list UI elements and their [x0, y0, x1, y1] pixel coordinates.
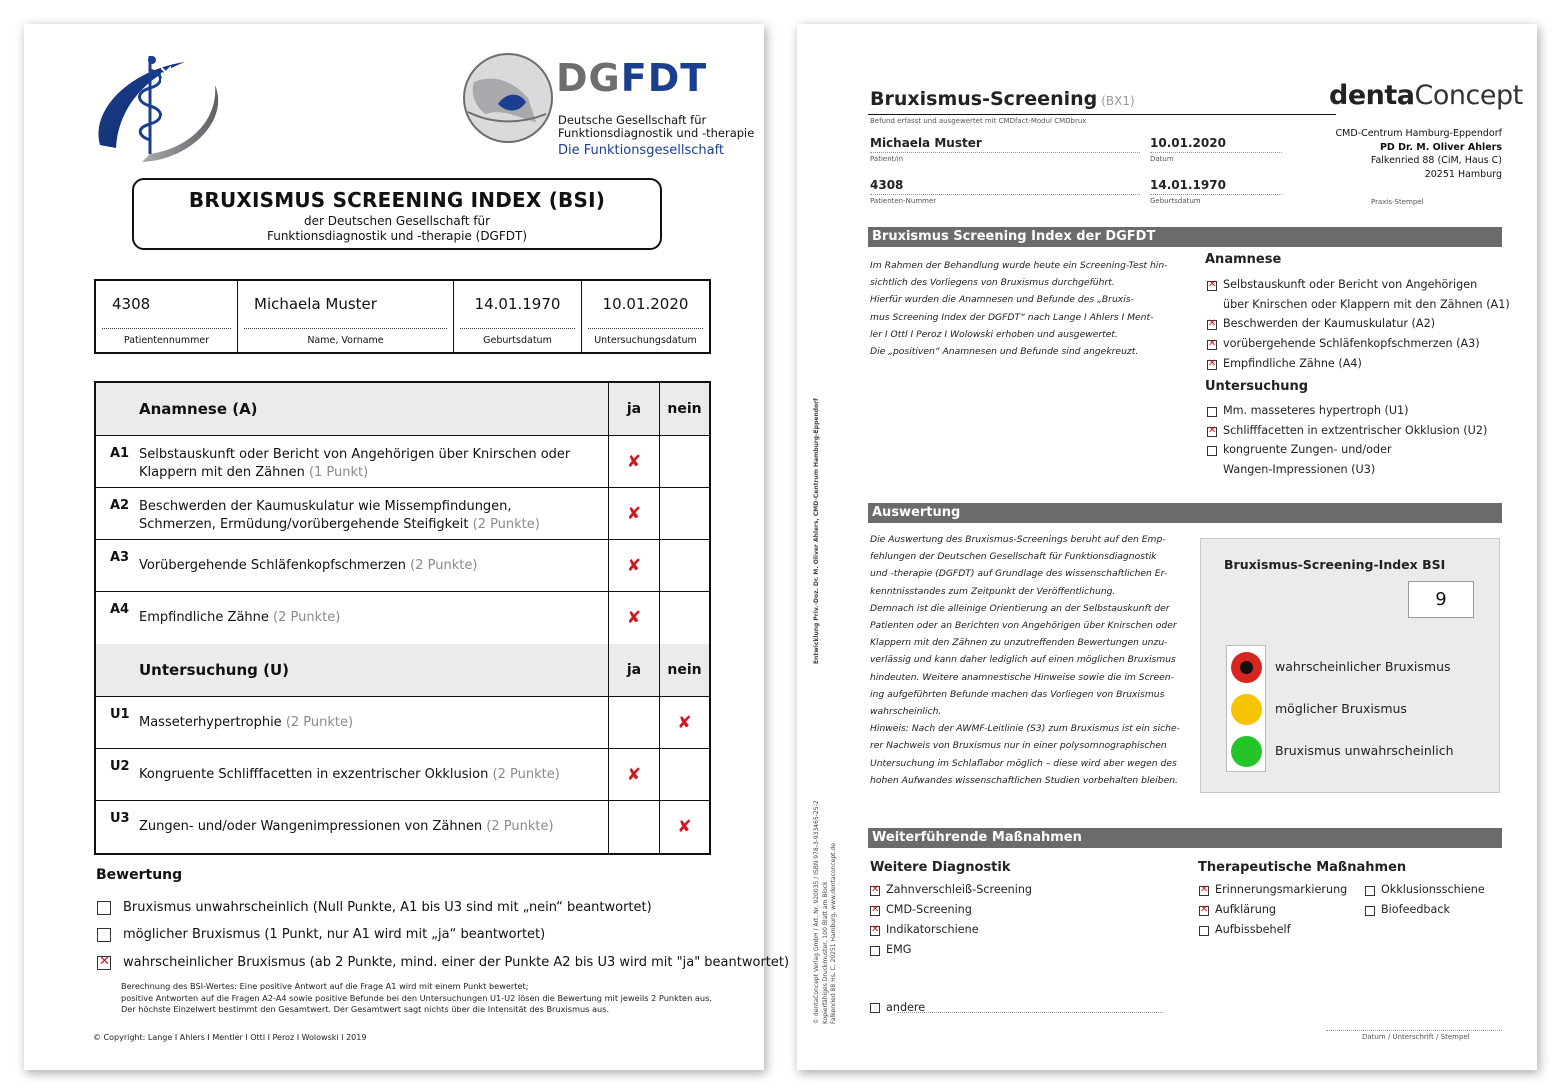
table-row	[96, 436, 709, 488]
patient-name-value: Michaela Muster	[254, 295, 377, 313]
diagnostik-label-line1: EMG	[886, 943, 912, 956]
cross-mark-icon: ✘	[626, 503, 642, 524]
bewertung-option-label: wahrscheinlicher Bruxismus (ab 2 Punkte, mind. einer der Punkte A2 bis U3 wird mit "ja" beantwortet)	[123, 955, 790, 970]
dgfdt-subtitle	[558, 114, 754, 140]
diagnostik-item[interactable]	[870, 924, 979, 940]
paragraph-line: Klappern mit den Zähnen zu unzutreffenden Bewertungen unzu-	[870, 637, 1168, 649]
exam-date-label: Untersuchungsdatum	[594, 335, 697, 346]
diagnostik-label	[886, 920, 979, 940]
table-row	[96, 540, 709, 592]
question-points: (1 Punkt)	[308, 465, 369, 480]
therapie-subtitle: Therapeutische Maßnahmen	[1198, 860, 1407, 875]
answer-ja-cell[interactable]	[609, 801, 660, 853]
question-line2: Schmerzen, Ermüdung/vorübergehende Steifigkeit	[139, 517, 469, 532]
bewertung-checkbox[interactable]	[97, 901, 111, 915]
signature-line[interactable]	[1326, 1030, 1502, 1031]
cross-mark-icon: ✘	[626, 555, 642, 576]
patient-name-label: Name, Vorname	[307, 335, 384, 346]
cross-mark-icon: ✘	[677, 712, 692, 733]
label-unwahrscheinlich: Bruxismus unwahrscheinlich	[1275, 743, 1454, 758]
dgfdt-wordmark-dg: DG	[556, 56, 621, 100]
anamnese-checkbox[interactable]	[1207, 360, 1217, 370]
question-cell	[96, 436, 609, 487]
question-text	[139, 446, 598, 482]
traffic-light-green	[1231, 736, 1262, 767]
clinic-line3: Falkenried 88 (CiM, Haus C)	[1370, 155, 1502, 166]
anamnese-item[interactable]	[1207, 318, 1435, 334]
table-row	[96, 801, 709, 853]
birthdate-field[interactable]	[1150, 178, 1282, 205]
diagnostik-checkbox[interactable]	[870, 886, 880, 896]
birthdate-field-value: 14.01.1970	[1150, 178, 1226, 192]
divider	[460, 328, 575, 329]
untersuchung-header: Untersuchung (U)	[96, 644, 609, 696]
patient-number-label: Patientennummer	[123, 335, 210, 346]
untersuchung-label-line1: Schlifffacetten in extzentrischer Okklusion (U2)	[1223, 423, 1488, 437]
untersuchung-label-line1: kongruente Zungen- und/oder	[1223, 443, 1392, 457]
question-code: A3	[110, 550, 130, 565]
untersuchung-label-line1: Mm. masseteres hypertroph (U1)	[1223, 404, 1409, 417]
report-title	[870, 88, 1135, 110]
question-points: (2 Punkte)	[273, 610, 341, 625]
bewertung-option-probable[interactable]	[97, 955, 789, 970]
table-row	[96, 697, 709, 749]
therapie-checkbox[interactable]	[1199, 906, 1209, 916]
dgfdt-tagline: Die Funktionsgesellschaft	[558, 143, 725, 158]
paragraph-line: Hierfür wurden die Anamnesen und Befunde des „Bruxis-	[870, 294, 1134, 306]
diagnostik-label-line1: CMD-Screening	[886, 903, 972, 916]
question-code: A1	[110, 446, 130, 461]
traffic-light-icon	[1226, 645, 1266, 772]
cross-mark-icon: ✘	[626, 608, 642, 628]
paragraph-line: und -therapie (DGFDT) auf Grundlage des wissenschaftlichen Er-	[870, 568, 1168, 580]
question-cell	[96, 488, 609, 539]
patient-number-cell	[96, 281, 238, 352]
dentaconcept-logo	[1329, 80, 1523, 111]
bewertung-option-label: möglicher Bruxismus (1 Punkt, nur A1 wird mit „ja“ beantwortet)	[123, 927, 546, 942]
patient-field-label: Patient/in	[870, 155, 904, 163]
table-row	[96, 592, 709, 644]
exam-date-cell	[582, 281, 709, 352]
question-text	[139, 766, 598, 784]
untersuchung-label	[1223, 421, 1487, 441]
paragraph-line: ler I Ottl I Peroz I Wolowski erhoben und ausgewertet.	[870, 328, 1118, 340]
answer-ja-cell[interactable]	[609, 749, 660, 800]
auswertung-paragraph	[870, 531, 1190, 789]
label-moeglich: möglicher Bruxismus	[1275, 701, 1407, 716]
untersuchung-item[interactable]	[1207, 425, 1487, 441]
diagnostik-label	[886, 900, 972, 920]
traffic-light-yellow	[1231, 694, 1262, 725]
patient-field[interactable]	[870, 136, 1140, 163]
table-row	[96, 749, 709, 801]
question-text	[139, 609, 598, 627]
therapie-label-line1: Aufbissbehelf	[1215, 923, 1291, 936]
brand-denta: denta	[1329, 80, 1415, 111]
date-field[interactable]	[1150, 136, 1282, 163]
untersuchung-checkbox[interactable]	[1207, 446, 1217, 456]
anamnese-header: Anamnese (A)	[96, 383, 609, 435]
question-line1: Selbstauskunft oder Bericht von Angehörigen über Knirschen oder	[139, 447, 571, 462]
clinic-address	[1302, 127, 1502, 181]
andere-input-line[interactable]	[897, 1012, 1163, 1013]
paragraph-line: kenntnisstandes zum Zeitpunkt der Veröffentlichung.	[870, 585, 1116, 597]
question-points: (2 Punkte)	[285, 715, 354, 730]
question-code: A4	[110, 602, 130, 617]
answer-nein-cell[interactable]	[660, 749, 709, 800]
therapie-label-line1: Okklusionsschiene	[1381, 883, 1485, 896]
paragraph-line: Hinweis: Nach der AWMF-Leitlinie (S3) zum Bruxismus ist ein siche-	[870, 723, 1180, 735]
report-caption: Befund erfasst und ausgewertet mit CMDfact-Modul CMDbrux	[870, 117, 1087, 125]
birthdate-cell	[454, 281, 582, 352]
question-line1: Kongruente Schlifffacetten in exzentrischer Okklusion	[139, 767, 489, 782]
divider	[1150, 194, 1282, 195]
paragraph-line: sichtlich des Vorliegens von Bruxismus durchgeführt.	[870, 277, 1115, 289]
anamnese-label	[1223, 354, 1362, 374]
stamp-label: Praxis-Stempel	[1371, 198, 1424, 206]
bewertung-option-possible[interactable]	[97, 927, 545, 942]
answer-nein-cell[interactable]	[660, 436, 709, 487]
section-massnahmen-header: Weiterführende Maßnahmen	[868, 828, 1502, 848]
untersuchung-item[interactable]	[1207, 405, 1409, 421]
bsi-form-sheet	[24, 24, 790, 1070]
untersuchung-label	[1223, 440, 1392, 480]
bsi-title: Bruxismus-Screening-Index BSI	[1224, 557, 1446, 572]
clinic-line1: CMD-Centrum Hamburg-Eppendorf	[1335, 128, 1502, 139]
birthdate-label: Geburtsdatum	[483, 335, 552, 346]
therapie-item[interactable]	[1199, 904, 1276, 920]
form-title-box	[132, 178, 662, 250]
paragraph-line: wahrscheinlich.	[870, 706, 942, 718]
paragraph-line: Untersuchung im Schlaflabor möglich – diese wird aber wegen des	[870, 757, 1177, 769]
title-divider	[868, 114, 1336, 115]
untersuchung-label-line2: Wangen-Impressionen (U3)	[1223, 463, 1376, 477]
answer-nein-cell[interactable]	[660, 697, 709, 748]
question-cell	[96, 801, 609, 853]
untersuchung-checkbox[interactable]	[1207, 427, 1217, 437]
patient-number-value: 4308	[112, 295, 151, 313]
answer-ja-cell[interactable]	[609, 488, 660, 539]
paragraph-line: Die Auswertung des Bruxismus-Screenings beruht auf den Emp-	[870, 534, 1166, 545]
diagnostik-item[interactable]	[870, 944, 911, 960]
bewertung-option-unlikely[interactable]	[97, 900, 652, 915]
birthdate-value: 14.01.1970	[474, 295, 561, 313]
clinic-line2: PD Dr. M. Oliver Ahlers	[1379, 141, 1502, 153]
table-row	[96, 488, 709, 540]
therapie-label-line1: Aufklärung	[1215, 903, 1277, 916]
anamnese-rows	[96, 436, 709, 644]
bsi-score: 9	[1408, 581, 1474, 618]
col-nein-header: nein	[667, 401, 702, 417]
dgfdt-wordmark	[556, 56, 707, 100]
question-cell	[96, 540, 609, 591]
question-line1: Beschwerden der Kaumuskulatur wie Missempfindungen,	[139, 499, 512, 514]
answer-nein-cell[interactable]	[660, 488, 709, 539]
vertical-credit: Entwicklung Priv.-Doz. Dr. M. Oliver Ahlers, CMD-Centrum Hamburg-Eppendorf	[813, 398, 820, 664]
patient-name-cell	[238, 281, 454, 352]
bewertung-checkbox[interactable]	[97, 928, 111, 942]
anamnese-item[interactable]	[1207, 338, 1480, 354]
diagnostik-item[interactable]	[870, 904, 972, 920]
question-line2: Klappern mit den Zähnen	[139, 465, 305, 480]
therapie-label	[1381, 880, 1485, 900]
signature-label: Datum / Unterschrift / Stempel	[1362, 1033, 1470, 1041]
bewertung-option-label: Bruxismus unwahrscheinlich (Null Punkte, A1 bis U3 sind mit „nein“ beantwortet)	[123, 900, 652, 915]
anamnese-checkbox[interactable]	[1207, 281, 1217, 291]
cross-mark-icon: ✘	[626, 451, 642, 472]
paragraph-line: Die „positiven“ Anamnesen und Befunde sind angekreuzt.	[870, 346, 1139, 358]
paragraph-line: mus Screening Index der DGFDT“ nach Lange I Ahlers I Ment-	[870, 311, 1154, 323]
date-field-value: 10.01.2020	[1150, 136, 1226, 150]
bewertung-title: Bewertung	[96, 867, 183, 883]
anamnese-item[interactable]	[1207, 279, 1510, 315]
answer-ja-cell[interactable]	[609, 540, 660, 591]
diagnostik-checkbox[interactable]	[870, 946, 880, 956]
question-text	[139, 557, 598, 575]
therapie-item[interactable]	[1365, 904, 1450, 920]
question-line1: Vorübergehende Schläfenkopfschmerzen	[139, 558, 407, 573]
question-points: (2 Punkte)	[472, 517, 540, 532]
question-line1: Zungen- und/oder Wangenimpressionen von Zähnen	[139, 819, 483, 834]
diagnostik-subtitle: Weitere Diagnostik	[870, 860, 1011, 875]
diagnostik-checkbox[interactable]	[870, 906, 880, 916]
paragraph-line: ing aufgeführten Befunde machen das Vorliegen von Bruxismus	[870, 688, 1165, 700]
therapie-checkbox[interactable]	[1199, 886, 1209, 896]
paragraph-line: Patienten oder an Berichten von Angehörigen über Knirschen oder	[870, 620, 1177, 632]
anamnese-checkbox[interactable]	[1207, 320, 1217, 330]
label-wahrscheinlich: wahrscheinlicher Bruxismus	[1275, 659, 1451, 674]
form-subtitle-line1: der Deutschen Gesellschaft für	[303, 214, 491, 228]
therapie-item[interactable]	[1365, 884, 1485, 900]
anamnese-item[interactable]	[1207, 358, 1362, 374]
form-subtitle-line2: Funktionsdiagnostik und -therapie (DGFDT)	[266, 229, 528, 243]
untersuchung-label	[1223, 401, 1409, 421]
question-text	[139, 498, 598, 534]
question-cell	[96, 749, 609, 800]
cross-mark-icon: ✘	[626, 764, 642, 785]
intro-paragraph	[870, 257, 1170, 360]
exam-date-value: 10.01.2020	[602, 295, 689, 313]
clinic-line4: 20251 Hamburg	[1424, 168, 1502, 180]
dgzmk-logo	[90, 50, 230, 168]
answer-nein-cell[interactable]	[660, 592, 709, 644]
section-auswertung-header: Auswertung	[868, 503, 1502, 523]
vertical-block-info: Kopierfähiges Druckmuster, 100 Blatt am Block	[822, 881, 829, 1024]
report-code: (BX1)	[1101, 94, 1135, 108]
section-bsi-header: Bruxismus Screening Index der DGFDT	[868, 227, 1502, 247]
untersuchung-rows	[96, 697, 709, 853]
answer-ja-cell[interactable]	[609, 592, 660, 644]
diagnostik-item[interactable]	[870, 884, 1032, 900]
patient-number-field-label: Patienten-Nummer	[870, 197, 937, 205]
paragraph-line: Im Rahmen der Behandlung wurde heute ein Screening-Test hin-	[870, 260, 1168, 271]
answer-ja-cell[interactable]	[609, 697, 660, 748]
answer-nein-cell[interactable]	[660, 801, 709, 853]
traffic-light-red	[1231, 652, 1262, 683]
dgfdt-subtitle-line1: Deutsche Gesellschaft für	[558, 113, 707, 127]
screening-table	[94, 381, 711, 855]
diagnostik-label	[886, 880, 1032, 900]
birthdate-field-label: Geburtsdatum	[1150, 197, 1201, 205]
question-points: (2 Punkte)	[492, 767, 560, 782]
diagnostik-checkbox[interactable]	[870, 926, 880, 936]
therapie-checkbox[interactable]	[1365, 906, 1375, 916]
col-ja-header: ja	[609, 644, 660, 696]
answer-nein-cell[interactable]	[660, 540, 709, 591]
untersuchung-subtitle: Untersuchung	[1205, 379, 1309, 394]
anamnese-label-line1: Selbstauskunft oder Bericht von Angehörigen	[1223, 278, 1478, 291]
date-field-label: Datum	[1150, 155, 1174, 163]
therapie-checkbox[interactable]	[1365, 886, 1375, 896]
question-code: A2	[110, 498, 130, 513]
question-points: (2 Punkte)	[410, 558, 478, 573]
question-code: U3	[110, 811, 130, 826]
paragraph-line: Demnach ist die alleinige Orientierung an der Selbstauskunft der	[870, 602, 1170, 614]
divider	[1150, 152, 1282, 153]
bruxismus-report-sheet	[797, 24, 1537, 1070]
question-text	[139, 818, 598, 836]
bewertung-checkbox[interactable]	[97, 956, 111, 970]
patient-field-value: Michaela Muster	[870, 136, 982, 150]
anamnese-label-line1: vorübergehende Schläfenkopfschmerzen (A3)	[1223, 337, 1480, 351]
paragraph-line: hindeuten. Weitere anamnestische Hinweise sowie die im Screen-	[870, 671, 1174, 683]
dgfdt-wordmark-fdt: FDT	[620, 56, 708, 100]
question-code: U2	[110, 759, 130, 774]
question-line1: Masseterhypertrophie	[139, 715, 282, 730]
diagnostik-label	[886, 940, 911, 960]
paragraph-line: hohen Aufwandes wissenschaftlichen Studien vorbehalten bleiben.	[870, 774, 1178, 786]
therapie-label-line1: Erinnerungsmarkierung	[1215, 883, 1348, 896]
calculation-note-line2: positive Antworten auf die Fragen A2-A4 sowie positive Befunde bei den Untersuchungen U1-U2 lösen die Bewertung mit jeweils 2 Punkten aus.	[121, 992, 712, 1003]
untersuchung-item[interactable]	[1207, 444, 1392, 480]
andere-checkbox[interactable]	[870, 1003, 880, 1013]
form-title: BRUXISMUS SCREENING INDEX (BSI)	[188, 188, 606, 212]
dgzmk-logo-text: DGZMK	[160, 65, 175, 124]
col-nein-header: nein	[667, 662, 702, 678]
calculation-note-line3: Der höchste Einzelwert bestimmt den Gesamtwert. Der Gesamtwert sagt nichts über die Intensität des Bruxismus aus.	[121, 1004, 610, 1014]
divider	[244, 328, 447, 329]
diagnostik-label-line1: Zahnverschleiß-Screening	[886, 883, 1033, 896]
question-line1: Empfindliche Zähne	[139, 610, 269, 625]
divider	[870, 152, 1140, 153]
question-text	[139, 714, 598, 732]
paragraph-line: rer Nachweis von Bruxismus nur in einer polysomnographischen	[870, 740, 1167, 752]
andere-label: andere	[886, 1001, 926, 1014]
patient-number-field[interactable]	[870, 178, 1140, 205]
therapie-label	[1215, 880, 1347, 900]
therapie-checkbox[interactable]	[1199, 926, 1209, 936]
untersuchung-header-row	[96, 644, 709, 697]
paragraph-line: fehlungen der Deutschen Gesellschaft für Funktionsdiagnostik	[870, 551, 1157, 563]
therapie-label	[1215, 900, 1276, 920]
question-code: U1	[110, 707, 130, 722]
patient-info-table	[94, 279, 711, 354]
anamnese-header-row	[96, 383, 709, 436]
anamnese-checkbox[interactable]	[1207, 340, 1217, 350]
divider	[102, 328, 231, 329]
cross-mark-icon: ✘	[677, 817, 692, 837]
anamnese-label	[1223, 275, 1510, 315]
therapie-label	[1381, 900, 1450, 920]
therapie-label-line1: Biofeedback	[1381, 903, 1451, 916]
report-title-text: Bruxismus-Screening	[870, 88, 1098, 110]
anamnese-label	[1223, 334, 1480, 354]
diagnostik-label-line1: Indikatorschiene	[886, 923, 979, 936]
anamnese-label-line2: über Knirschen oder Klappern mit den Zähnen (A1)	[1223, 298, 1510, 311]
divider	[870, 194, 1140, 195]
col-ja-header: ja	[609, 383, 660, 435]
anamnese-label	[1223, 314, 1435, 334]
brand-concept: Concept	[1414, 80, 1523, 111]
divider	[588, 328, 703, 329]
therapie-label	[1215, 920, 1291, 940]
patient-number-field-value: 4308	[870, 178, 904, 192]
therapie-item[interactable]	[1199, 924, 1291, 940]
vertical-address: Falkenried 88 Hs. C, 20251 Hamburg, www.dentaconcept.de	[830, 843, 837, 1024]
calculation-note	[121, 981, 741, 1016]
dgfdt-logo	[462, 52, 755, 172]
therapie-item[interactable]	[1199, 884, 1347, 900]
answer-ja-cell[interactable]	[609, 436, 660, 487]
question-points: (2 Punkte)	[486, 819, 554, 834]
bsi-result-panel	[1200, 538, 1500, 793]
dgfdt-emblem-icon	[462, 52, 554, 144]
untersuchung-checkbox[interactable]	[1207, 407, 1217, 417]
calculation-note-line1: Berechnung des BSI-Wertes: Eine positive Antwort auf die Frage A1 wird mit einem Punkt bewertet;	[121, 981, 529, 991]
paragraph-line: verlässig und kann daher lediglich auf einen möglichen Bruxismus	[870, 654, 1176, 666]
anamnese-label-line1: Beschwerden der Kaumuskulatur (A2)	[1223, 317, 1436, 331]
copyright: © Copyright: Lange I Ahlers I Mentler I Ottl I Peroz I Wolowski I 2019	[93, 1033, 367, 1042]
vertical-publisher: © dentaConcept Verlag GmbH / Art. Nr. 920035 / ISBN 978-3-933465-25-2	[813, 800, 820, 1024]
anamnese-subtitle: Anamnese	[1205, 252, 1282, 267]
question-cell	[96, 592, 609, 644]
dgfdt-subtitle-line2: Funktionsdiagnostik und -therapie	[558, 126, 755, 140]
anamnese-label-line1: Empfindliche Zähne (A4)	[1223, 356, 1362, 370]
question-cell	[96, 697, 609, 748]
